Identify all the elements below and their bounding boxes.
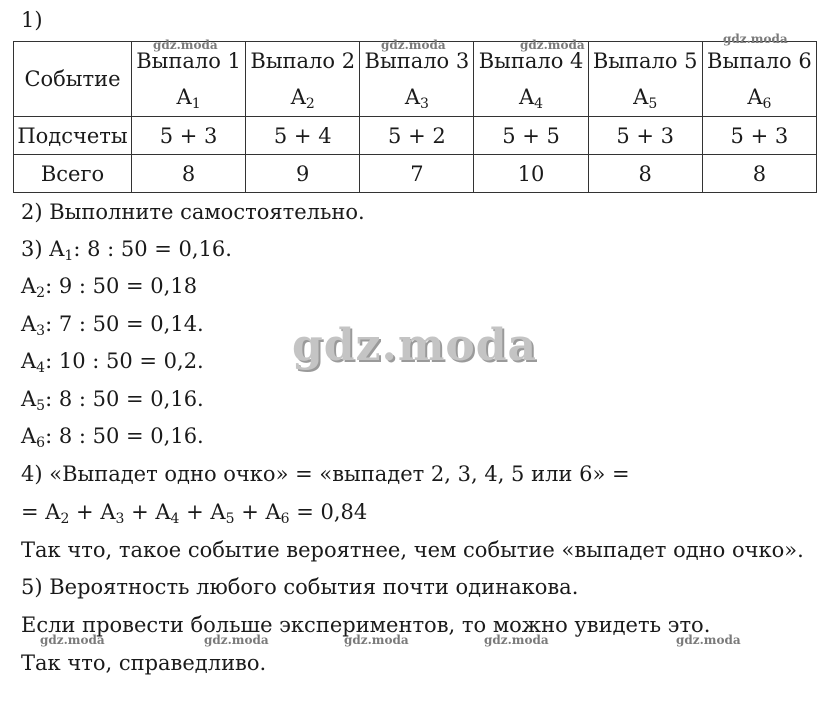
section-5-line-3: Так что, справедливо. [21, 651, 267, 675]
event-name: Выпало 5 [592, 49, 698, 73]
event-symbol: $A_2$ [290, 85, 315, 112]
watermark-large: gdz.moda [292, 320, 538, 371]
event-name: Выпало 4 [478, 49, 584, 73]
watermark-small: gdz.moda [204, 633, 269, 647]
watermark-small: gdz.moda [344, 633, 409, 647]
event-symbol: $A_3$ [404, 85, 429, 112]
event-symbol: $A_6$ [747, 85, 772, 112]
totals-row [14, 155, 817, 193]
event-header-cell [132, 42, 246, 117]
watermark-small: gdz.moda [484, 633, 549, 647]
section-5-line-2: Если провести больше экспериментов, то можно увидеть это. [21, 613, 711, 637]
event-name: Выпало 2 [250, 49, 356, 73]
event-header-cell [588, 42, 702, 117]
probability-line: 3) $A_1$: 8 : 50 = 0,16. [21, 237, 232, 264]
watermark-small: gdz.moda [676, 633, 741, 647]
event-name: Выпало 1 [136, 49, 241, 73]
watermark-small: gdz.moda [381, 38, 446, 52]
event-symbol: $A_5$ [633, 85, 658, 112]
probability-line: $A_3$: 7 : 50 = 0,14. [21, 312, 204, 339]
table-cell: 5 + 2 [360, 117, 474, 155]
section-4-line-2: = $A_2 + A_3 + A_4 + A_5 + A_6 = 0,84$ [21, 500, 368, 527]
section-2-text: 2) Выполните самостоятельно. [21, 200, 365, 224]
counts-row [14, 117, 817, 155]
section-4-line-3: Так что, такое событие вероятнее, чем событие «выпадет одно очко». [21, 538, 804, 562]
probability-line: $A_6$: 8 : 50 = 0,16. [21, 424, 204, 451]
event-header-cell [474, 42, 588, 117]
event-name: Выпало 6 [707, 49, 812, 73]
watermark-small: gdz.moda [40, 633, 105, 647]
watermark-small: gdz.moda [520, 38, 585, 52]
table-cell: 5 + 3 [702, 117, 816, 155]
row-label: Подсчеты [14, 117, 132, 155]
event-header-cell [246, 42, 360, 117]
table-cell: 8 [132, 155, 246, 193]
table-cell: 8 [588, 155, 702, 193]
probability-line: $A_4$: 10 : 50 = 0,2. [21, 349, 204, 376]
table-corner-cell: Событие [14, 42, 132, 117]
watermark-small: gdz.moda [723, 32, 788, 46]
watermark-small: gdz.moda [153, 38, 218, 52]
table-cell: 5 + 4 [246, 117, 360, 155]
table-cell: 5 + 3 [132, 117, 246, 155]
event-symbol: $A_1$ [176, 85, 201, 112]
section-4-line-1: 4) «Выпадет одно очко» = «выпадет 2, 3, 4, 5 или 6» = [21, 462, 630, 486]
event-name: Выпало 3 [364, 49, 470, 73]
dice-results-table [13, 41, 817, 193]
table-cell: 9 [246, 155, 360, 193]
event-symbol: $A_4$ [519, 85, 544, 112]
table-header-row [14, 42, 817, 117]
probability-line: $A_2$: 9 : 50 = 0,18 [21, 274, 198, 301]
table-cell: 7 [360, 155, 474, 193]
section-1-number: 1) [21, 8, 43, 32]
row-label: Всего [14, 155, 132, 193]
table-cell: 8 [702, 155, 816, 193]
event-header-cell [360, 42, 474, 117]
table-cell: 5 + 3 [588, 117, 702, 155]
section-5-line-1: 5) Вероятность любого события почти одинакова. [21, 575, 579, 599]
table-cell: 5 + 5 [474, 117, 588, 155]
probability-line: $A_5$: 8 : 50 = 0,16. [21, 387, 204, 414]
event-header-cell [702, 42, 816, 117]
table-cell: 10 [474, 155, 588, 193]
